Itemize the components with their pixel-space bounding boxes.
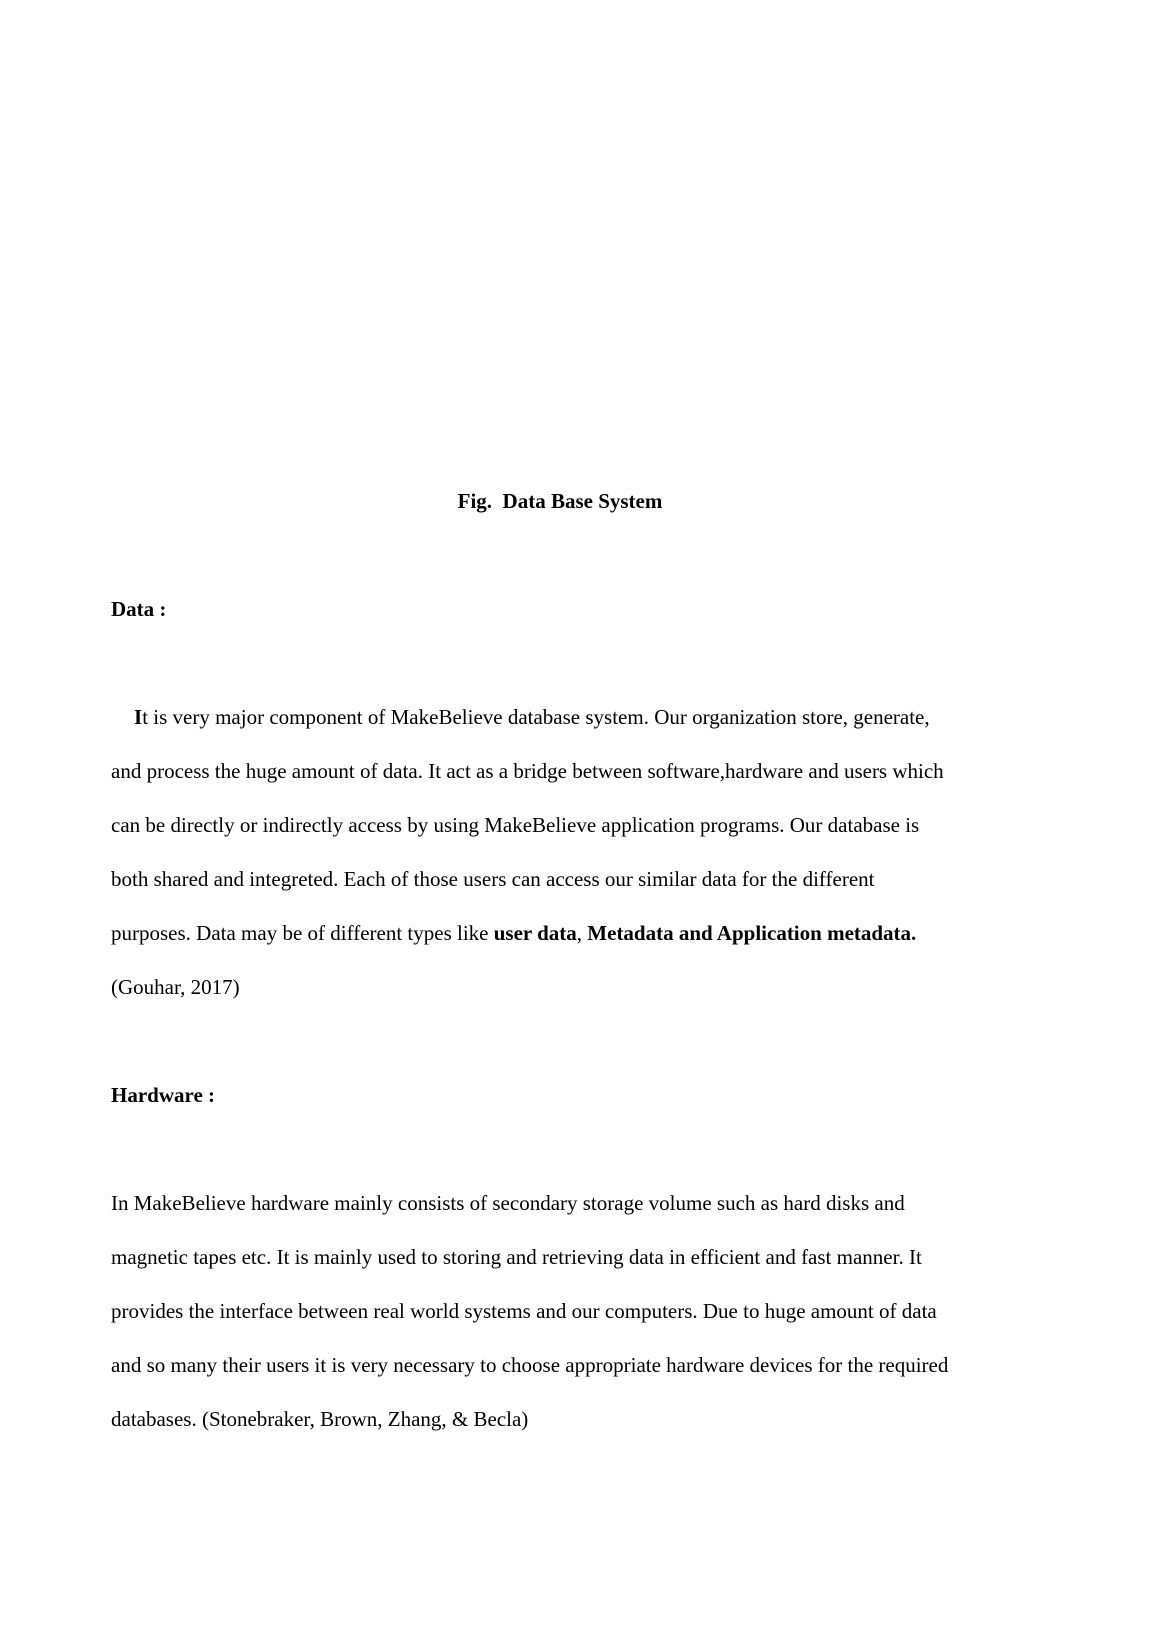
text-run: t is very major component of MakeBelieve database system. Our organization store, generate,	[142, 705, 930, 729]
section-heading-data: Data :	[111, 597, 167, 621]
figure-caption: Fig. Data Base System	[457, 489, 663, 513]
paragraph-line: magnetic tapes etc. It is mainly used to storing and retrieving data in efficient and fast manner. It	[111, 1245, 922, 1269]
paragraph-line: databases. (Stonebraker, Brown, Zhang, & Becla)	[111, 1407, 529, 1431]
citation: (Gouhar, 2017)	[111, 975, 240, 999]
paragraph-line	[134, 704, 930, 730]
bold-term: user data	[493, 921, 577, 945]
paragraph-line: both shared and integreted. Each of those users can access our similar data for the different	[111, 867, 875, 891]
paragraph-line: In MakeBelieve hardware mainly consists of secondary storage volume such as hard disks and	[111, 1191, 905, 1215]
paragraph-line: can be directly or indirectly access by using MakeBelieve application programs. Our database is	[111, 813, 920, 837]
paragraph-line: and process the huge amount of data. It act as a bridge between software,hardware and users which	[111, 759, 944, 783]
paragraph-line	[111, 920, 916, 946]
paragraph-line: and so many their users it is very necessary to choose appropriate hardware devices for the required	[111, 1353, 949, 1377]
paragraph-line: provides the interface between real world systems and our computers. Due to huge amount of data	[111, 1299, 937, 1323]
text-run: ,	[576, 921, 588, 945]
section-heading-hardware: Hardware :	[111, 1083, 216, 1107]
bold-term: Metadata and Application metadata.	[587, 921, 917, 945]
text-run: purposes. Data may be of different types like	[111, 921, 494, 945]
drop-initial: I	[134, 705, 143, 729]
